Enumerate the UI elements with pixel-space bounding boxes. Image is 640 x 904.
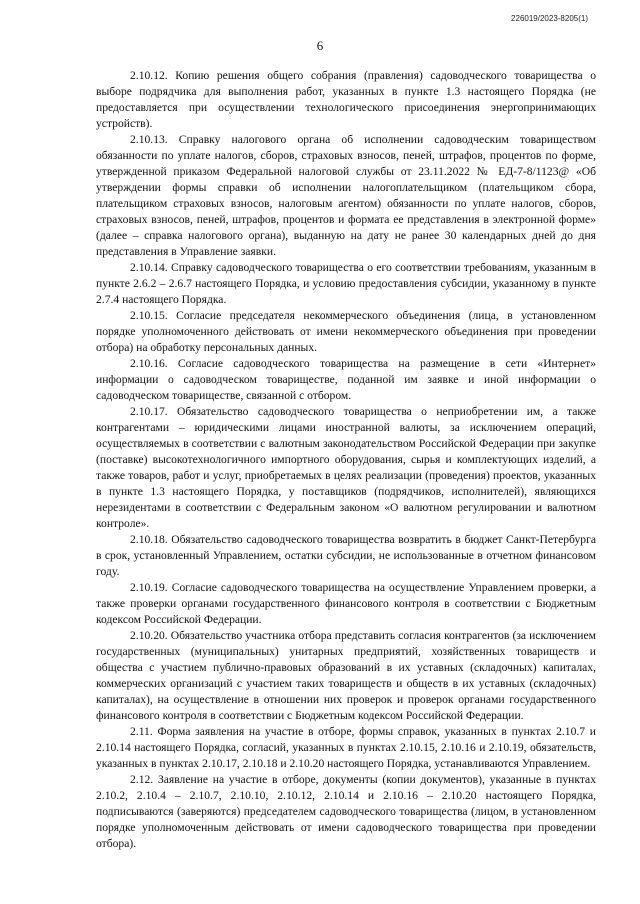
- paragraph-2-10-17: 2.10.17. Обязательство садоводческого товарищества о неприобретении им, а также контрагентами – юридическими лицами иностранной валюты, за исключением операций, осуществляемых в соответствии с валютным законодательством Российской Федерации при закупке (поставке) высокотехнологичного импортного оборудования, сырья и комплектующих изделий, а также товаров, работ и услуг, приобретаемых в целях реализации (проведения) проектов, указанных в пункте 1.3 настоящего Порядка, у поставщиков (подрядчиков, исполнителей), являющихся нерезидентами в соответствии с Федеральным законом «О валютном регулировании и валютном контроле».: [96, 405, 596, 530]
- paragraph-2-10-18: 2.10.18. Обязательство садоводческого товарищества возвратить в бюджет Санкт-Петербурга в срок, установленный Управлением, остатки субсидии, не использованные в отчетном финансовом году.: [96, 533, 596, 578]
- paragraph-2-10-14: 2.10.14. Справку садоводческого товарищества о его соответствии требованиям, указанным в пункте 2.6.2 – 2.6.7 настоящего Порядка, и условию предоставления субсидии, указанному в пункте 2.7.4 настоящего Порядка.: [96, 261, 596, 306]
- paragraph-2-10-16: 2.10.16. Согласие садоводческого товарищества на размещение в сети «Интернет» информации о садоводческом товариществе, поданной им заявке и иной информации о садоводческом товариществе, связанной с отбором.: [96, 357, 596, 402]
- document-id: 226019/2023-8205(1): [511, 14, 588, 23]
- paragraph-2-12: 2.12. Заявление на участие в отборе, документы (копии документов), указанные в пунктах 2.10.2, 2.10.4 – 2.10.7, 2.10.10, 2.10.12, 2.10.14 и 2.10.16 – 2.10.20 настоящего Порядка, подписываются (заверяются) председателем садоводческого товарищества (лицом, в установленном порядке уполномоченным действовать от имени садоводческого товарищества при проведении отбора).: [96, 773, 596, 850]
- paragraph-2-11: 2.11. Форма заявления на участие в отборе, формы справок, указанных в пунктах 2.10.7 и 2.10.14 настоящего Порядка, согласий, указанных в пунктах 2.10.15, 2.10.16 и 2.10.19, обязательств, указанных в пунктах 2.10.17, 2.10.18 и 2.10.20 настоящего Порядка, устанавливаются Управлением.: [96, 725, 596, 770]
- paragraph-2-10-13: 2.10.13. Справку налогового органа об исполнении садоводческим товариществом обязанности по уплате налогов, сборов, страховых взносов, пеней, штрафов, процентов по форме, утвержденной приказом Федеральной налоговой службы от 23.11.2022 № ЕД-7-8/1123@ «Об утверждении формы справки об исполнении налогоплательщиком (плательщиком сбора, плательщиком страховых взносов, налоговым агентом) обязанности по уплате налогов, сборов, страховых взносов, пеней, штрафов, процентов и формата ее представления в электронной форме» (далее – справка налогового органа), выданную на дату не ранее 30 календарных дней до дня представления в Управление заявки.: [96, 133, 596, 258]
- page-number: 6: [316, 38, 324, 53]
- paragraph-2-10-19: 2.10.19. Согласие садоводческого товарищества на осуществление Управлением проверки, а также проверки органами государственного финансового контроля в соответствии с Бюджетным кодексом Российской Федерации.: [96, 581, 596, 626]
- paragraph-2-10-12: 2.10.12. Копию решения общего собрания (правления) садоводческого товарищества о выборе подрядчика для выполнения работ, указанных в пункте 1.3 настоящего Порядка (не предоставляется при осуществлении технологического присоединения энергопринимающих устройств).: [96, 69, 596, 130]
- document-body: [96, 68, 596, 852]
- paragraph-2-10-15: 2.10.15. Согласие председателя некоммерческого объединения (лица, в установленном порядке уполномоченного действовать от имени некоммерческого объединения при проведении отбора) на обработку персональных данных.: [96, 309, 596, 354]
- paragraph-2-10-20: 2.10.20. Обязательство участника отбора представить согласия контрагентов (за исключением государственных (муниципальных) унитарных предприятий, хозяйственных товариществ и общества с участием публично-правовых образований в их уставных (складочных) капиталах, коммерческих организаций с участием таких товариществ и обществ в их уставных (складочных) капиталах), на осуществление в отношении них проверок и проверок органами государственного финансового контроля в соответствии с Бюджетным кодексом Российской Федерации.: [96, 629, 596, 722]
